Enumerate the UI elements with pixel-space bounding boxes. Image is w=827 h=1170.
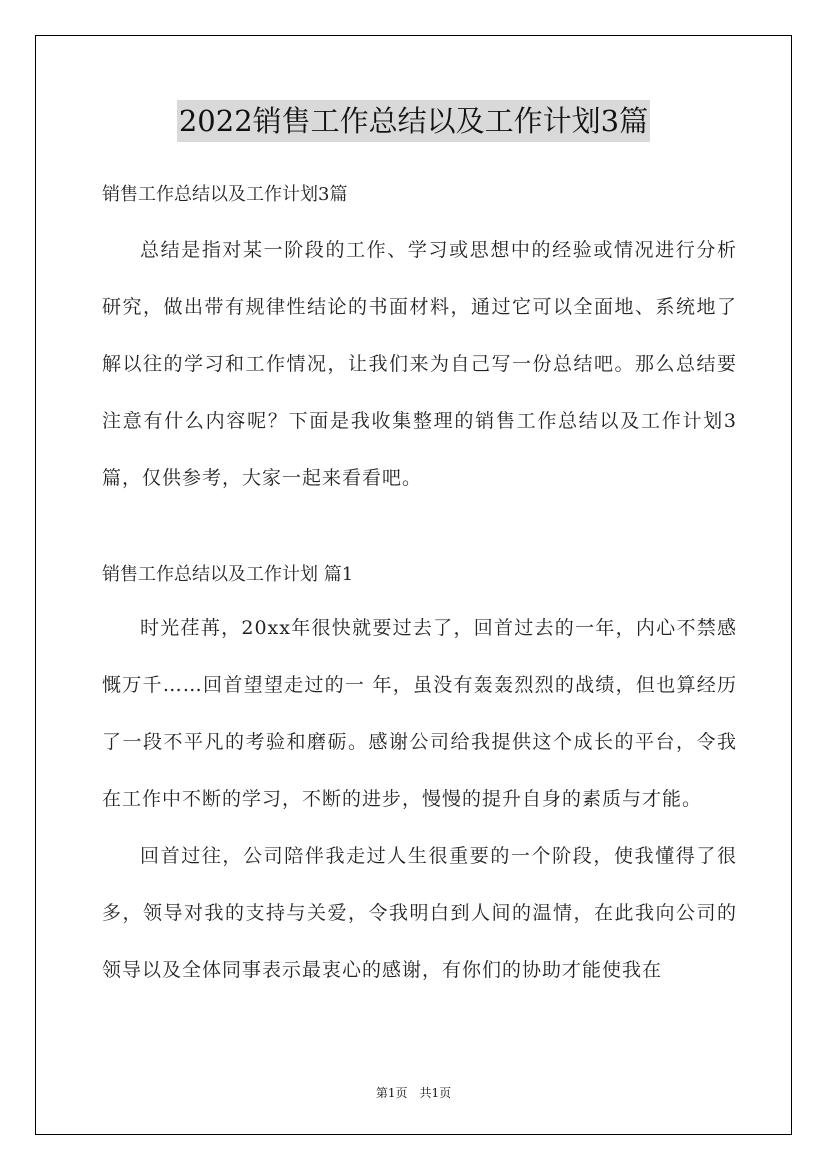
section1-paragraph-1: 时光荏苒，20xx年很快就要过去了，回首过去的一年，内心不禁感慨万千……回首望望走过的一 年，虽没有轰轰烈烈的战绩，但也算经历了一段不平凡的考验和磨砺。感谢公司给我提供这个成长的平台，令我在工作中不断的学习，不断的进步，慢慢的提升自身的素质与才能。 [102, 617, 737, 810]
intro-block [102, 222, 737, 507]
title-container [0, 100, 827, 142]
section1-block [102, 600, 737, 999]
document-title: 2022销售工作总结以及工作计划3篇 [177, 100, 650, 142]
section1-heading: 销售工作总结以及工作计划 篇1 [102, 564, 354, 585]
intro-paragraph: 总结是指对某一阶段的工作、学习或思想中的经验或情况进行分析研究，做出带有规律性结论的书面材料，通过它可以全面地、系统地了解以往的学习和工作情况，让我们来为自己写一份总结吧。那么总结要注意有什么内容呢？下面是我收集整理的销售工作总结以及工作计划3篇，仅供参考，大家一起来看看吧。 [102, 239, 737, 489]
document-subtitle: 销售工作总结以及工作计划3篇 [102, 184, 348, 205]
section1-paragraph-2: 回首过往，公司陪伴我走过人生很重要的一个阶段，使我懂得了很多，领导对我的支持与关爱，令我明白到人间的温情，在此我向公司的领导以及全体同事表示最衷心的感谢，有你们的协助才能使我在 [102, 845, 737, 981]
page-footer: 第1页 共1页 [375, 1086, 452, 1100]
